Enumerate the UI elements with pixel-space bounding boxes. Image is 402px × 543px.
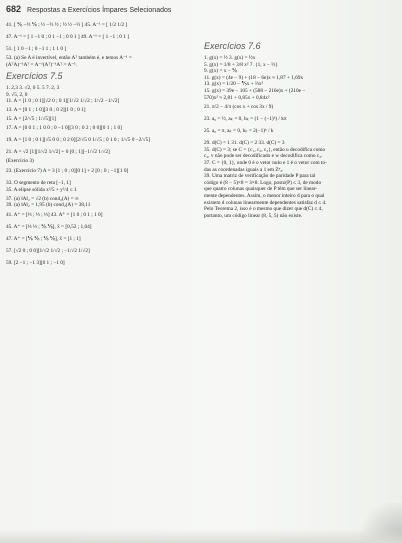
answer-line: 51. [ 1 0 −1 ; 0 −1 1 ; 1 1 0 ] (6, 46, 67, 52)
answer-line: portanto, um código linear (8, 5, 5) não existe. (204, 212, 303, 219)
left-column (6, 22, 196, 269)
right-column (204, 38, 396, 219)
answer-line: 5. g(x) = 1/8 + 3/8 x² 7. {1, x − ½} (204, 61, 278, 68)
answer-line: 1. 2,3 3. √2, 0 5. 5 7. 2, 3 (6, 85, 60, 92)
answer-line: 17. A = [0 0 1 ; 1 0 0 ; 0 −1 0][3 0 ; 0 2 ; 0 0][0 1 ; 1 0] (6, 125, 122, 132)
answer-line: 29. d(C) = 1 31. d(C) = 2 33. d(C) = 3 (204, 140, 285, 147)
answer-line: 35. A elipse sólida x²/5 + y²/4 ≤ 1 (6, 186, 77, 193)
answer-line: 45. A⁺ = [⅓ ⅓ ; ⅙ ⅙], x̄ = [0,52 ; 1,04] (6, 223, 92, 230)
answer-line: c₂, v não pode ser decodificado e w decodifica como c₃. (204, 153, 323, 160)
answer-line: (Exercício 3) (6, 158, 34, 165)
answer-line: 1. g(x) = ½ 3. g(x) = ½x (204, 55, 256, 61)
answer-line: 57. [√2 0 ; 0 0][1/√2 1/√2 ; −1/√2 1/√2] (6, 247, 90, 254)
answer-line: 23. a₀ = ½, aₖ = 0, bₖ = (1 − (−1)ᵏ) / kπ (204, 116, 287, 123)
answer-line: 13. g(x) = 1/20 − ⅗x + ⅔x² (204, 81, 264, 88)
answer-line: 53. (a) Se A é invertível, então Aᵀ também é, e temos A⁻¹ = (6, 55, 132, 61)
running-title: Respostas a Exercícios Ímpares Selecionados (27, 7, 172, 14)
answer-line: 41. A⁺ = [⅓ ; ⅓ ; ⅓] 43. A⁺ = [1 0 ; 0 1 ; 1 0] (6, 211, 103, 218)
page-header (6, 4, 171, 14)
page-bottom-curl (0, 529, 402, 543)
answer-line: 15. A = [2/√5 ; 1/√5][1] (6, 116, 56, 123)
answer-line: 13. A = [0 1 ; 1 0][3 0 ; 0 2][1 0 ; 0 1] (6, 107, 86, 114)
answer-line: 47. A⁻¹ = [ 1 −1 0 ; 0 1 −1 ; 0 0 1 ] 49. A⁻¹ = [ 1 −1 ; 0 1 ] (6, 34, 130, 40)
answer-line: 9. g(x) = x − ⅙ (204, 68, 238, 75)
section-title: Exercícios 7.5 (6, 71, 63, 82)
answer-line: 9. √5, 2, 0 (6, 91, 28, 98)
answer-line: 25. a₀ = π, aₖ = 0, bₖ = 2(−1)ᵏ / k (204, 128, 274, 135)
answer-line: (AᵀA)⁻¹Aᵀ = A⁻¹(Aᵀ)⁻¹Aᵀ = A⁻¹. (6, 61, 78, 68)
answer-line: 15. g(x) = 39e − 105 + (588 − 216e)x + (210e − (204, 87, 306, 94)
answer-line: 19. A = [1 0 ; 0 1][√5 0 0 ; 0 2 0][2/√5 0 1/√5 ; 0 1 0 ; 1/√5 0 −2/√5] (6, 137, 151, 144)
answer-line: 39. Uma matriz de verificação de paridade P para tal (204, 173, 316, 180)
answer-line: 11. g(x) = (4e − 9) + (18 − 6e)x ≈ 1,87 + 1,69x (204, 74, 304, 81)
answer-line: 41. [ ⅙ −½ ⅙ ; ½ −½ ½ ; ½ ½ −½ ] 45. A⁻¹ = [ 1/2 1/2 ] (6, 22, 128, 28)
page-number: 682 (6, 4, 22, 14)
answer-line: mente dependentes. Assim, o menor inteiro d para o qual (204, 192, 325, 199)
answer-line: 21. π/2 − 4/π (cos x + cos 3x / 9) (204, 104, 274, 111)
answer-line: 37. (a) ‖A‖₂ = √2 (b) cond₂(A) = ∞ (6, 195, 79, 202)
answer-line: código é (8 − 5)×8 = 3×8. Logo, posto(P) ≤ 3, de modo (204, 179, 322, 186)
answer-line: 39. (a) ‖A‖₂ = 1,95 (b) cond₂(A) = 38,11 (6, 202, 91, 209)
answer-line: 21. A = √2 [1][1/√2 1/√2] + 0 [0 ; 1][−1/√2 1/√2] (6, 149, 110, 156)
section-title: Exercícios 7.6 (204, 41, 261, 51)
answer-line: 35. d(C) = 3; se C = {c₁, c₂, c₃}, então u decodifica como (204, 146, 326, 153)
answer-line: 59. [2 −1 ; −1 3][0 1 ; −1 0] (6, 259, 65, 266)
answer-line: 11. A = [1 0 ; 0 1][√2 0 ; 0 1][1/√2 1/√2 ; 1/√2 −1/√2] (6, 98, 120, 105)
answer-line: existem d colunas linearmente dependentes satisfaz d ≤ 4. (204, 199, 327, 206)
answer-line: 37. C = {0, 1}, onde 0 é o vetor nulo e 1 é o vetor com to- (204, 159, 327, 166)
answer-line: das as coordenadas iguais a 1 em Zⁿ₂. (204, 166, 284, 173)
answer-line: Pelo Teorema 2, isso é o mesmo que dizer que d(C) ≤ 4, (204, 206, 323, 213)
answer-line: 570)x² ≈ 2,81 + 0,85x + 0,84x² (204, 94, 270, 101)
answer-line: 33. O segmento de reta [−1, 1] (6, 179, 71, 186)
answer-line: 23. (Exercício 7) A = 3 [1 ; 0 ; 0][0 1] + 2 [0 ; 0 ; −1][1 0] (6, 167, 129, 174)
answer-line: que quatro colunas quaisquer de P têm que ser linear- (204, 186, 318, 193)
answer-line: 47. A⁺ = [⅙ ⅙ ; ⅙ ⅙], x̄ = [1 ; 1] (6, 235, 81, 242)
